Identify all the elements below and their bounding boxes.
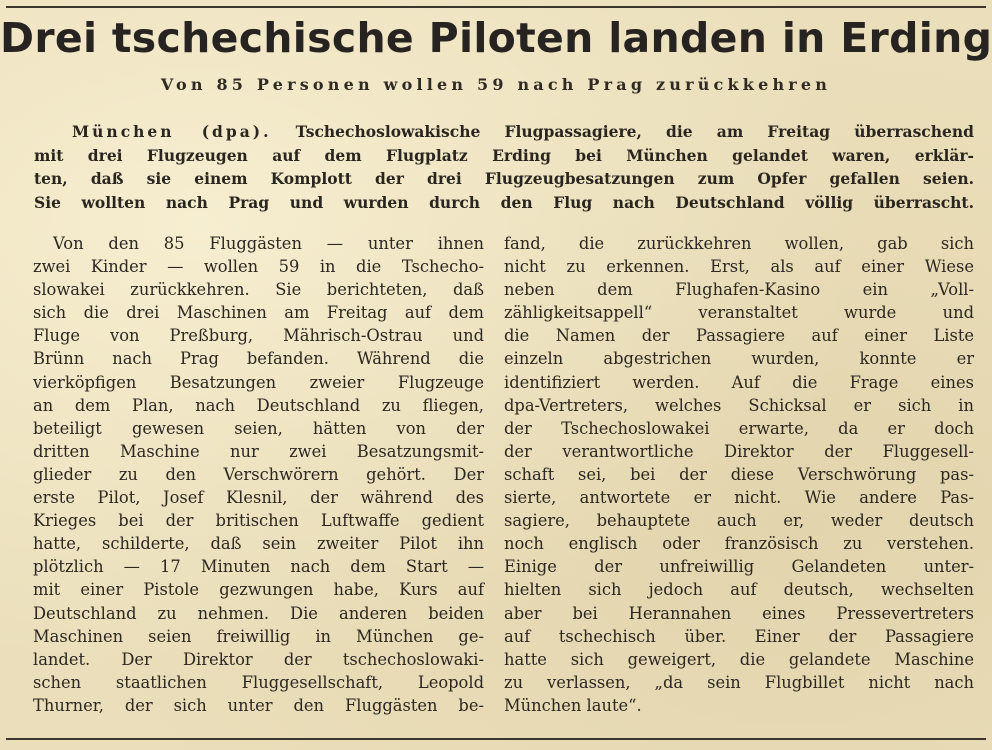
text-line: aber bei Herannahen eines Pressevertreters <box>504 603 974 623</box>
subheadline: Von 85 Personen wollen 59 nach Prag zurückkehren <box>160 75 832 94</box>
bottom-rule <box>6 738 986 740</box>
text-line: auf tschechisch über. Einer der Passagiere <box>504 626 974 646</box>
headline: Drei tschechische Piloten landen in Erding <box>0 14 992 62</box>
text-line: neben dem Flughafen-Kasino ein „Voll- <box>504 280 974 300</box>
text-line: sagiere, behauptete auch er, weder deutsch <box>504 511 974 531</box>
text-line: mit einer Pistole gezwungen habe, Kurs auf <box>33 580 484 600</box>
text-line: Krieges bei der britischen Luftwaffe gedient <box>33 511 484 531</box>
text-line: noch englisch oder französisch zu verstehen. <box>504 534 974 554</box>
text-line: an dem Plan, nach Deutschland zu fliegen, <box>33 395 484 415</box>
text-line: hatte sich geweigert, die gelandete Maschine <box>504 649 974 669</box>
text-line: erste Pilot, Josef Klesnil, der während des <box>33 488 484 508</box>
text-line: schaft sei, bei der diese Verschwörung pas- <box>504 464 974 484</box>
text-line: Deutschland zu nehmen. Die anderen beiden <box>33 603 484 623</box>
text-line: sich die drei Maschinen am Freitag auf dem <box>33 303 484 323</box>
body-column-left <box>33 232 484 717</box>
lead-line: Sie wollten nach Prag und wurden durch den Flug nach Deutschland völlig überrascht. <box>34 192 974 212</box>
top-rule <box>6 6 986 8</box>
text-line: plötzlich — 17 Minuten nach dem Start — <box>33 557 484 577</box>
body-column-right <box>504 232 974 717</box>
text-line: nicht zu erkennen. Erst, als auf einer Wiese <box>504 257 974 277</box>
text-line: vierköpfigen Besatzungen zweier Flugzeuge <box>33 372 484 392</box>
text-line: beteiligt gewesen seien, hätten von der <box>33 418 484 438</box>
text-line: München laute“. <box>504 695 642 715</box>
text-line: hatte, schilderte, daß sein zweiter Pilot ihn <box>33 534 484 554</box>
text-line: Brünn nach Prag befanden. Während die <box>33 349 484 369</box>
text-line: fand, die zurückkehren wollen, gab sich <box>504 234 974 253</box>
text-line: landet. Der Direktor der tschechoslowaki- <box>33 649 484 669</box>
lead-line: ten, daß sie einem Komplott der drei Flugzeugbesatzungen zum Opfer gefallen seien. <box>34 169 974 188</box>
text-line: einzeln abgestrichen wurden, konnte er <box>504 349 974 369</box>
text-line: der Tschechoslowakei erwarte, da er doch <box>504 418 974 438</box>
text-line: Maschinen seien freiwillig in München ge- <box>33 626 484 646</box>
dateline: München (dpa). <box>72 122 272 141</box>
text-line: zwei Kinder — wollen 59 in die Tschecho- <box>33 257 484 277</box>
text-line: zu verlassen, „da sein Flugbillet nicht nach <box>504 672 974 692</box>
text-line: Fluge von Preßburg, Mährisch-Ostrau und <box>33 326 484 346</box>
text-line: Thurner, der sich unter den Fluggästen be- <box>33 695 484 715</box>
text-line: schen staatlichen Fluggesellschaft, Leopold <box>33 672 484 692</box>
text-line: dpa-Vertreters, welches Schicksal er sich in <box>504 395 974 415</box>
lead-line-text: Tschechoslowakische Flugpassagiere, die am Freitag überraschend <box>295 122 974 141</box>
text-line: die Namen der Passagiere auf einer Liste <box>504 326 974 346</box>
lead-line: mit drei Flugzeugen auf dem Flugplatz Erding bei München gelandet waren, erklär- <box>34 145 974 165</box>
text-line: slowakei zurückkehren. Sie berichteten, daß <box>33 280 484 300</box>
text-line: Einige der unfreiwillig Gelandeten unter- <box>504 557 974 577</box>
text-line: dritten Maschine nur zwei Besatzungsmit- <box>33 441 484 461</box>
text-line: identifiziert werden. Auf die Frage eines <box>504 372 974 392</box>
text-line: sierte, antwortete er nicht. Wie andere Pas- <box>504 488 974 508</box>
text-line: Von den 85 Fluggästen — unter ihnen <box>53 234 484 253</box>
text-line: glieder zu den Verschwörern gehört. Der <box>33 464 484 484</box>
text-line: hielten sich jedoch auf deutsch, wechselten <box>504 580 974 600</box>
text-line: der verantwortliche Direktor der Fluggesell- <box>504 441 974 461</box>
lead-paragraph <box>34 120 974 214</box>
text-line: zähligkeitsappell“ veranstaltet wurde und <box>504 303 974 323</box>
lead-line <box>34 120 974 144</box>
